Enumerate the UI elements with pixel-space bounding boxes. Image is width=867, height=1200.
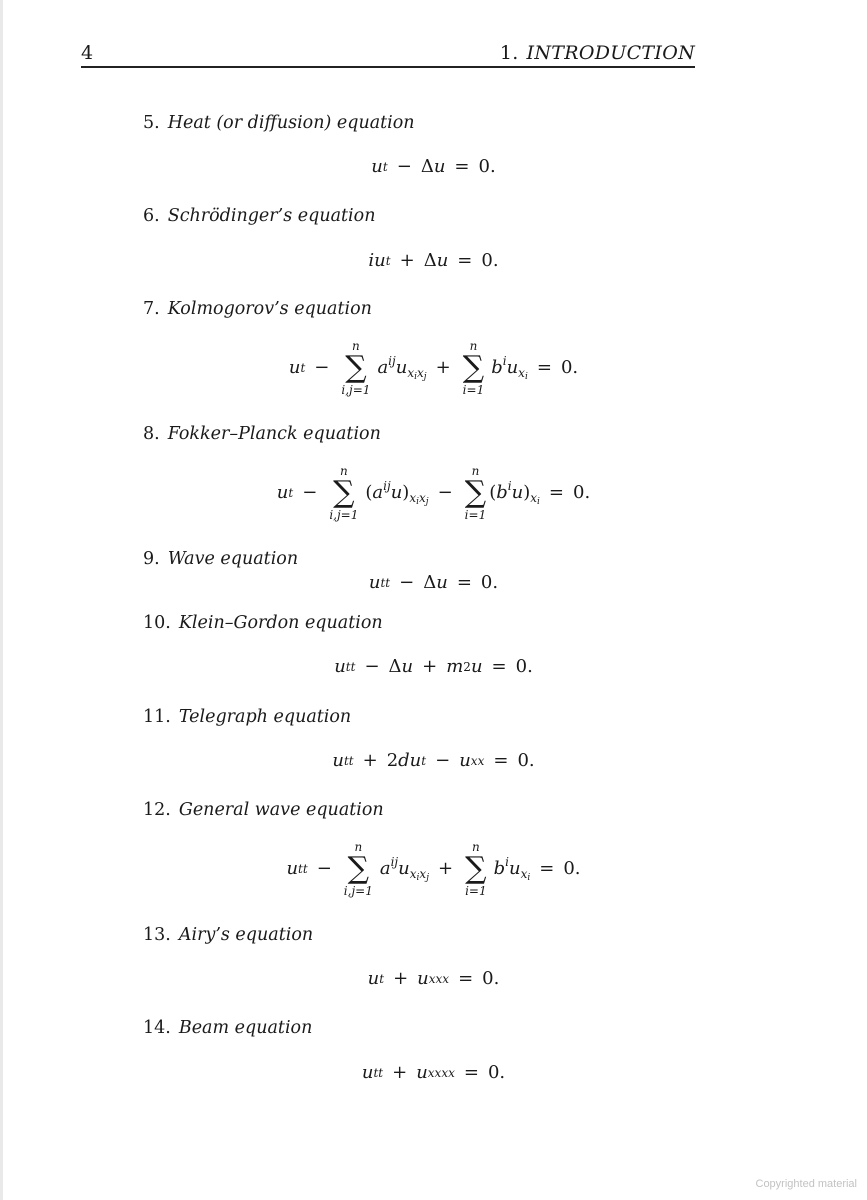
item-schrodinger <box>143 206 375 226</box>
equation-airy: u t + u xxx = 0. <box>367 968 500 989</box>
item-number: 6. <box>143 206 160 226</box>
chapter-title: INTRODUCTION <box>526 42 695 64</box>
item-general-wave <box>143 800 384 820</box>
item-klein-gordon <box>143 613 383 633</box>
item-number: 13. <box>143 925 171 945</box>
item-name: Klein–Gordon equation <box>178 613 383 633</box>
item-name: General wave equation <box>178 800 384 820</box>
summation: n ∑ i=1 <box>465 840 487 898</box>
summation: n ∑ i=1 <box>464 464 487 522</box>
equation-kolmogorov: u t − n ∑ i,j=1 $a^{ij}u_{x_ix_j}$ + n ∑ i=1 $b^iu_{x_i}$ = 0. <box>288 339 579 397</box>
item-fokker-planck <box>143 424 381 444</box>
item-heat <box>143 113 415 133</box>
item-name: Telegraph equation <box>178 707 352 727</box>
item-airy <box>143 925 313 945</box>
item-name: Fokker–Planck equation <box>167 424 381 444</box>
watermark: Copyrighted material <box>755 1178 857 1190</box>
item-number: 11. <box>143 707 171 727</box>
equation-schrodinger: iu t + Δ u = 0. <box>368 250 499 271</box>
summation: n ∑ i=1 <box>462 339 485 397</box>
equation-klein-gordon: u tt − Δ u + m 2 u = 0. <box>334 656 533 677</box>
item-number: 14. <box>143 1018 171 1038</box>
item-number: 7. <box>143 299 160 319</box>
item-number: 5. <box>143 113 160 133</box>
item-wave <box>143 549 298 569</box>
chapter-heading <box>500 42 695 64</box>
page-edge <box>0 0 3 1200</box>
item-beam <box>143 1018 312 1038</box>
item-telegraph <box>143 707 351 727</box>
item-name: Airy’s equation <box>178 925 314 945</box>
item-kolmogorov <box>143 299 372 319</box>
equation-telegraph: u tt + 2 du t − u xx = 0. <box>332 750 535 771</box>
running-header <box>81 42 695 66</box>
item-name: Wave equation <box>167 549 299 569</box>
item-name: Kolmogorov’s equation <box>167 299 372 319</box>
item-number: 12. <box>143 800 171 820</box>
item-name: Beam equation <box>178 1018 313 1038</box>
item-number: 9. <box>143 549 160 569</box>
page-number: 4 <box>81 42 94 64</box>
equation-heat: u t − Δ u = 0. <box>371 156 496 177</box>
header-rule <box>81 66 695 68</box>
equation-general-wave: u tt − n ∑ i,j=1 $a^{ij}u_{x_ix_j}$ + n ∑ i=1 $b^iu_{x_i}$ = 0. <box>286 840 581 898</box>
equation-wave: u tt − Δ u = 0. <box>368 572 499 593</box>
summation: n ∑ i,j=1 <box>341 339 371 397</box>
item-number: 10. <box>143 613 171 633</box>
item-name: Schrödinger’s equation <box>167 206 376 226</box>
chapter-number: 1. <box>499 42 519 64</box>
summation: n ∑ i,j=1 <box>329 464 359 522</box>
equation-beam: u tt + u xxxx = 0. <box>361 1062 506 1083</box>
item-name: Heat (or diffusion) equation <box>167 113 415 133</box>
equation-fokker-planck: u t − n ∑ i,j=1 $(a^{ij}u)_{x_ix_j}$ − n ∑ i=1 $(b^iu)_{x_i}$ = 0. <box>276 464 591 522</box>
summation: n ∑ i,j=1 <box>343 840 373 898</box>
item-number: 8. <box>143 424 160 444</box>
